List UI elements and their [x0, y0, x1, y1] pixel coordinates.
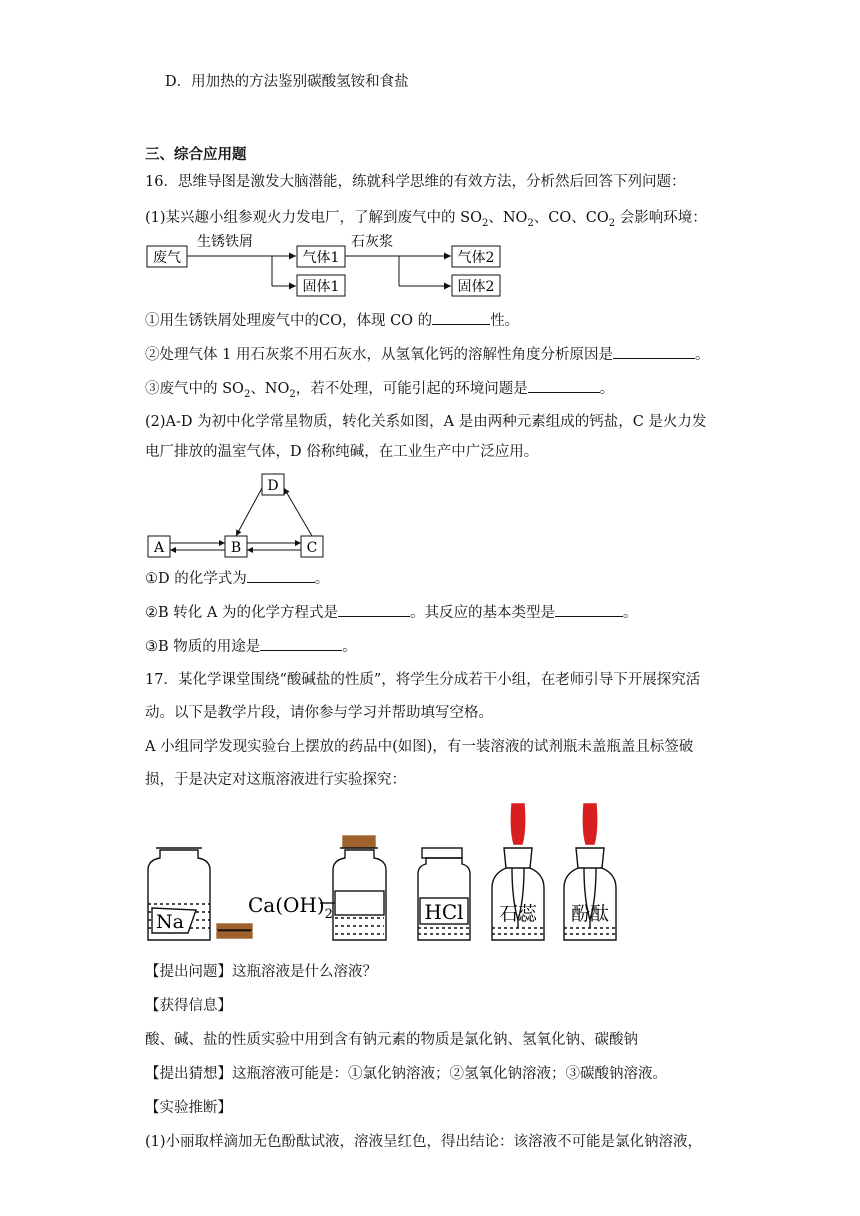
answer-blank[interactable] — [613, 344, 695, 359]
answer-blank[interactable] — [528, 378, 600, 393]
arrow-c-to-d — [284, 488, 312, 536]
reagent-bottles-figure — [140, 800, 640, 946]
text-segment: ②B 转化 A 为的化学方程式是 — [145, 605, 338, 621]
phenolphthalein-label: 酚酞 — [570, 903, 610, 925]
question-16-intro: 16．思维导图是激发大脑潜能，练就科学思维的有效方法，分析然后回答下列问题： — [145, 174, 686, 190]
subscript: 2 — [527, 217, 534, 229]
text-segment: ①D 的化学式为 — [145, 571, 247, 587]
q17-info-heading: 【获得信息】 — [145, 998, 232, 1014]
q17-ask: 【提出问题】这瓶溶液是什么溶液？ — [145, 964, 377, 980]
gas2-label: 气体2 — [457, 250, 495, 266]
hcl-bottle — [418, 848, 470, 940]
q16-b-item-1 — [145, 568, 329, 589]
answer-blank[interactable] — [247, 568, 315, 583]
node-c-label: C — [306, 540, 318, 556]
caoh2-formula: Ca(OH) — [248, 893, 325, 917]
answer-blank[interactable] — [555, 602, 623, 617]
text-segment: 。 — [342, 639, 357, 655]
subscript: 2 — [243, 388, 251, 400]
loose-stopper — [217, 924, 252, 938]
subscript: 2 — [481, 217, 489, 229]
calcium-hydroxide-bottle — [320, 836, 386, 940]
text-segment: 性。 — [490, 313, 520, 329]
question-16-part1 — [145, 208, 707, 234]
node-a-label: A — [153, 540, 165, 556]
option-d: D．用加热的方法鉴别碳酸氢铵和食盐 — [165, 74, 409, 90]
q16-item-2 — [145, 344, 709, 365]
arrow-d-to-b — [236, 488, 262, 536]
text-segment: (1)某兴趣小组参观火力发电厂，了解到废气中的 SO — [145, 210, 482, 226]
text-segment: 。其反应的基本类型是 — [409, 605, 555, 621]
waste-gas-flow-diagram — [140, 234, 510, 304]
node-b-label: B — [230, 540, 242, 556]
subscript: 2 — [608, 217, 616, 229]
answer-blank[interactable] — [338, 602, 410, 617]
text-segment: 会影响环境： — [615, 210, 707, 226]
hcl-label: HCl — [424, 900, 464, 924]
abcd-relation-diagram — [140, 470, 335, 562]
node-d-label: D — [267, 478, 279, 494]
text-segment: ，若不处理，可能引起的环境问题是 — [295, 381, 528, 397]
text-segment: 、CO、CO — [533, 210, 609, 226]
lime-slurry-label: 石灰浆 — [351, 234, 393, 250]
text-segment: 。 — [599, 381, 615, 397]
q17-line2: 动。以下是教学片段，请你参与学习并帮助填写空格。 — [145, 705, 493, 721]
q17-a-line2: 损，于是决定对这瓶溶液进行实验探究： — [145, 772, 406, 788]
answer-blank[interactable] — [432, 310, 490, 325]
text-segment: 。 — [622, 605, 638, 621]
q17-guess: 【提出猜想】这瓶溶液可能是：①氯化钠溶液；②氢氧化钠溶液；③碳酸钠溶液。 — [145, 1066, 667, 1082]
text-segment: 、NO — [250, 381, 290, 397]
litmus-label: 石蕊 — [498, 903, 538, 925]
text-segment: 。 — [314, 571, 330, 587]
solid2-label: 固体2 — [457, 279, 495, 295]
q16-part2-line1: (2)A-D 为初中化学常星物质，转化关系如图，A 是由两种元素组成的钙盐，C 是火力发 — [145, 414, 707, 430]
q17-infer-1: (1)小丽取样滴加无色酚酞试液，溶液呈红色，得出结论：该溶液不可能是氯化钠溶液， — [145, 1134, 703, 1150]
q17-info: 酸、碱、盐的性质实验中用到含有钠元素的物质是氯化钠、氢氧化钠、碳酸钠 — [145, 1032, 638, 1048]
caoh2-label — [248, 893, 333, 922]
text-segment: ②处理气体 1 用石灰浆不用石灰水，从氢氧化钙的溶解性角度分析原因是 — [145, 347, 613, 363]
answer-blank[interactable] — [260, 636, 342, 651]
text-segment: ③B 物质的用途是 — [145, 639, 261, 655]
text-segment: 、NO — [488, 210, 528, 226]
text-segment: ③废气中的 SO — [145, 381, 244, 397]
subscript: 2 — [289, 388, 296, 400]
q17-a-line1: A 小组同学发现实验台上摆放的药品中(如图)，有一装溶液的试剂瓶未盖瓶盖且标签破 — [145, 739, 694, 755]
q16-b-item-2 — [145, 602, 637, 623]
q17-infer-heading: 【实验推断】 — [145, 1100, 232, 1116]
q17-line1: 17．某化学课堂围绕“酸碱盐的性质”，将学生分成若干小组，在老师引导下开展探究活 — [145, 672, 701, 688]
solid1-label: 固体1 — [302, 279, 340, 295]
text-segment: 。 — [694, 347, 710, 363]
section-heading: 三、综合应用题 — [145, 146, 247, 163]
q16-b-item-3 — [145, 636, 357, 657]
rust-iron-label: 生锈铁屑 — [197, 234, 253, 250]
q16-part2-line2: 电厂排放的温室气体，D 俗称纯碱，在工业生产中广泛应用。 — [145, 444, 539, 460]
na-label: Na — [156, 911, 184, 933]
text-segment: ①用生锈铁屑处理废气中的CO，体现 CO 的 — [145, 313, 433, 329]
waste-gas-label: 废气 — [153, 250, 181, 266]
q16-item-1 — [145, 310, 519, 331]
gas1-label: 气体1 — [302, 250, 340, 266]
caoh2-subscript: 2 — [324, 907, 333, 922]
q16-item-3 — [145, 378, 614, 405]
